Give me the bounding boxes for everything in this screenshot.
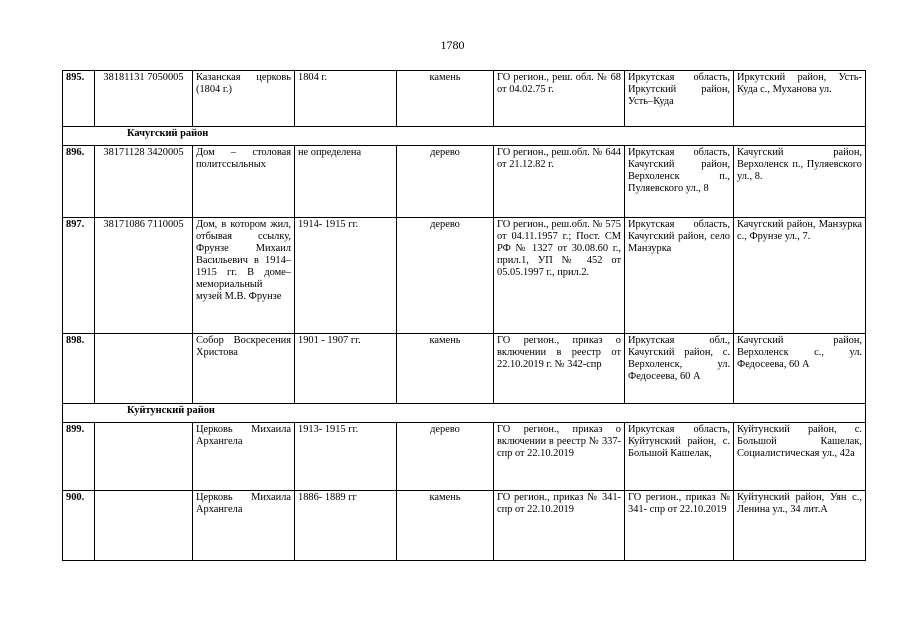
construction-date: 1913- 1915 гг. xyxy=(295,423,397,491)
table-row xyxy=(63,218,866,334)
building-material: дерево xyxy=(397,218,494,334)
location-address: Куйтунский район, Уян с., Ленина ул., 34 лит.А xyxy=(734,491,866,561)
construction-date: 1886- 1889 гг xyxy=(295,491,397,561)
location-address: Иркутский район, Усть-Куда с., Муханова ул. xyxy=(734,71,866,127)
protection-document: ГО регион., реш.обл. № 644 от 21.12.82 г. xyxy=(494,146,625,218)
construction-date: не определена xyxy=(295,146,397,218)
building-material: дерево xyxy=(397,423,494,491)
object-name: Собор Воскресения Христова xyxy=(193,334,295,404)
protection-document: ГО регион., приказ о включении в реестр № 337- спр от 22.10.2019 xyxy=(494,423,625,491)
object-name: Церковь Михаила Архангела xyxy=(193,491,295,561)
table-row xyxy=(63,71,866,127)
entry-number: 897. xyxy=(63,218,95,334)
location-address: Качугский район, Верхоленск п., Пуляевского ул., 8. xyxy=(734,146,866,218)
object-name: Дом – столовая политссыльных xyxy=(193,146,295,218)
registry-body xyxy=(63,71,866,561)
building-material: камень xyxy=(397,491,494,561)
construction-date: 1914- 1915 гг. xyxy=(295,218,397,334)
protection-document: ГО регион., приказ о включении в реестр от 22.10.2019 г. № 342-спр xyxy=(494,334,625,404)
location-address: Качугский район, Манзурка с., Фрунзе ул., 7. xyxy=(734,218,866,334)
construction-date: 1804 г. xyxy=(295,71,397,127)
table-row xyxy=(63,146,866,218)
entry-number: 895. xyxy=(63,71,95,127)
protection-document: ГО регион., реш.обл. № 575 от 04.11.1957 г.; Пост. СМ РФ № 1327 от 30.08.60 г., прил.1, УП № 452 от 05.05.1997 г., прил.2. xyxy=(494,218,625,334)
object-name: Казанская церковь (1804 г.) xyxy=(193,71,295,127)
location-region: ГО регион., приказ № 341- спр от 22.10.2019 xyxy=(625,491,734,561)
registry-code: 38171086 7110005 xyxy=(95,218,193,334)
building-material: камень xyxy=(397,334,494,404)
location-address: Качугский район, Верхоленск с., ул. Федосеева, 60 А xyxy=(734,334,866,404)
district-title: Куйтунский район xyxy=(63,404,866,423)
entry-number: 900. xyxy=(63,491,95,561)
district-section-row xyxy=(63,127,866,146)
district-section-row xyxy=(63,404,866,423)
registry-code xyxy=(95,423,193,491)
registry-code: 38181131 7050005 xyxy=(95,71,193,127)
registry-code xyxy=(95,491,193,561)
entry-number: 896. xyxy=(63,146,95,218)
heritage-registry-table xyxy=(62,70,866,561)
location-region: Иркутская область, Качугский район, село Манзурка xyxy=(625,218,734,334)
location-address: Куйтунский район, с. Большой Кашелак, Социалистическая ул., 42а xyxy=(734,423,866,491)
page-number: 1780 xyxy=(440,38,465,52)
table-row xyxy=(63,334,866,404)
table-row xyxy=(63,491,866,561)
object-name: Церковь Михаила Архангела xyxy=(193,423,295,491)
location-region: Иркутская область, Куйтунский район, с. Большой Кашелак, xyxy=(625,423,734,491)
location-region: Иркутская обл., Качугский район, с. Верхоленск, ул. Федосеева, 60 А xyxy=(625,334,734,404)
construction-date: 1901 - 1907 гг. xyxy=(295,334,397,404)
building-material: дерево xyxy=(397,146,494,218)
registry-code xyxy=(95,334,193,404)
district-title: Качугский район xyxy=(63,127,866,146)
location-region: Иркутская область, Качугский район, Верхоленск п., Пуляевского ул., 8 xyxy=(625,146,734,218)
object-name: Дом, в котором жил, отбывая ссылку, Фрунзе Михаил Васильевич в 1914–1915 гг. В доме– мемориальный музей М.В. Фрунзе xyxy=(193,218,295,334)
table-row xyxy=(63,423,866,491)
entry-number: 898. xyxy=(63,334,95,404)
protection-document: ГО регион., приказ № 341- спр от 22.10.2019 xyxy=(494,491,625,561)
protection-document: ГО регион., реш. обл. № 68 от 04.02.75 г. xyxy=(494,71,625,127)
entry-number: 899. xyxy=(63,423,95,491)
registry-code: 38171128 3420005 xyxy=(95,146,193,218)
building-material: камень xyxy=(397,71,494,127)
location-region: Иркутская область, Иркутский район, Усть–Куда xyxy=(625,71,734,127)
